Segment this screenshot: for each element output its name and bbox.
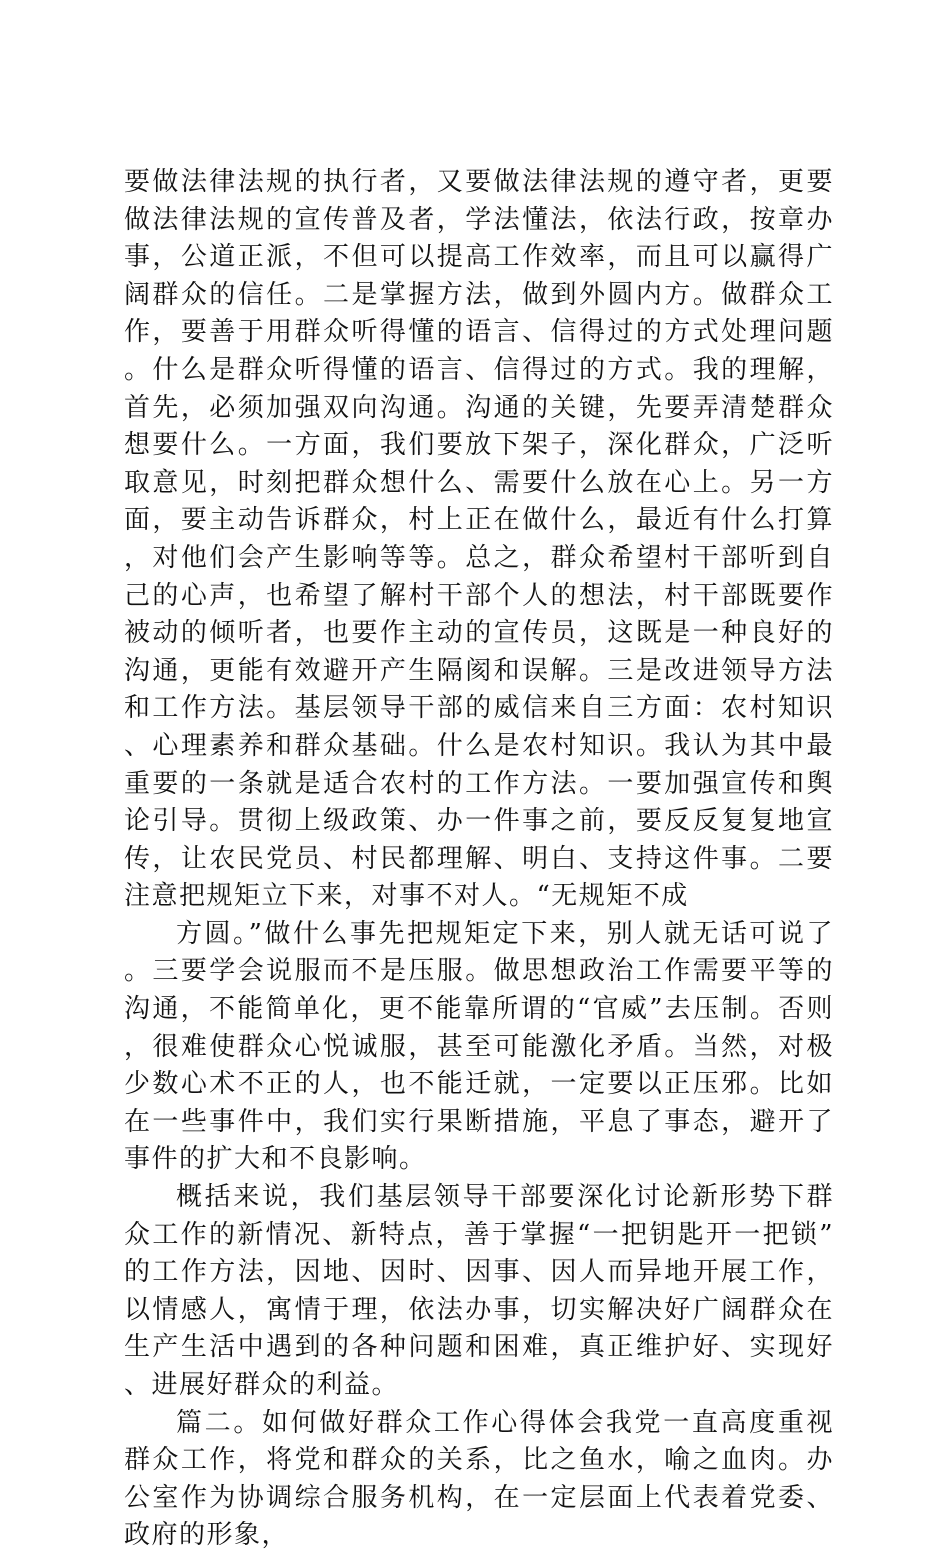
paragraph-2: 方圆。”做什么事先把规矩定下来，别人就无话可说了。三要学会说服而不是压服。做思想政治工作需要平等的沟通，不能简单化，更不能靠所谓的“官威”去压制。否则，很难使群众心悦诚服，甚至可能激化矛盾。当然，对极少数心术不正的人，也不能迁就，一定要以正压邪。比如在一些事件中，我们实行果断措施，平息了事态，避开了事件的扩大和不良影响。 xyxy=(124,918,834,1175)
document-body xyxy=(124,164,834,1555)
paragraph-4: 篇二。如何做好群众工作心得体会我党一直高度重视群众工作，将党和群众的关系，比之鱼水，喻之血肉。办公室作为协调综合服务机构，在一定层面上代表着党委、政府的形象， xyxy=(124,1407,834,1551)
paragraph-3: 概括来说，我们基层领导干部要深化讨论新形势下群众工作的新情况、新特点，善于掌握“一把钥匙开一把锁”的工作方法，因地、因时、因事、因人而异地开展工作，以情感人，寓情于理，依法办事，切实解决好广阔群众在生产生活中遇到的各种问题和困难，真正维护好、实现好、进展好群众的利益。 xyxy=(124,1182,834,1400)
paragraph-1: 要做法律法规的执行者，又要做法律法规的遵守者，更要做法律法规的宣传普及者，学法懂法，依法行政，按章办事，公道正派，不但可以提高工作效率，而且可以赢得广阔群众的信任。二是掌握方法，做到外圆内方。做群众工作，要善于用群众听得懂的语言、信得过的方式处理问题。什么是群众听得懂的语言、信得过的方式。我的理解，首先，必须加强双向沟通。沟通的关键，先要弄清楚群众想要什么。一方面，我们要放下架子，深化群众，广泛听取意见，时刻把群众想什么、需要什么放在心上。另一方面，要主动告诉群众，村上正在做什么，最近有什么打算，对他们会产生影响等等。总之，群众希望村干部听到自己的心声，也希望了解村干部个人的想法，村干部既要作被动的倾听者，也要作主动的宣传员，这既是一种良好的沟通，更能有效避开产生隔阂和误解。三是改进领导方法和工作方法。基层领导干部的威信来自三方面：农村知识、心理素养和群众基础。什么是农村知识。我认为其中最重要的一条就是适合农村的工作方法。一要加强宣传和舆论引导。贯彻上级政策、办一件事之前，要反反复复地宣传，让农民党员、村民都理解、明白、支持这件事。二要注意把规矩立下来，对事不对人。“无规矩不成 xyxy=(124,167,834,912)
